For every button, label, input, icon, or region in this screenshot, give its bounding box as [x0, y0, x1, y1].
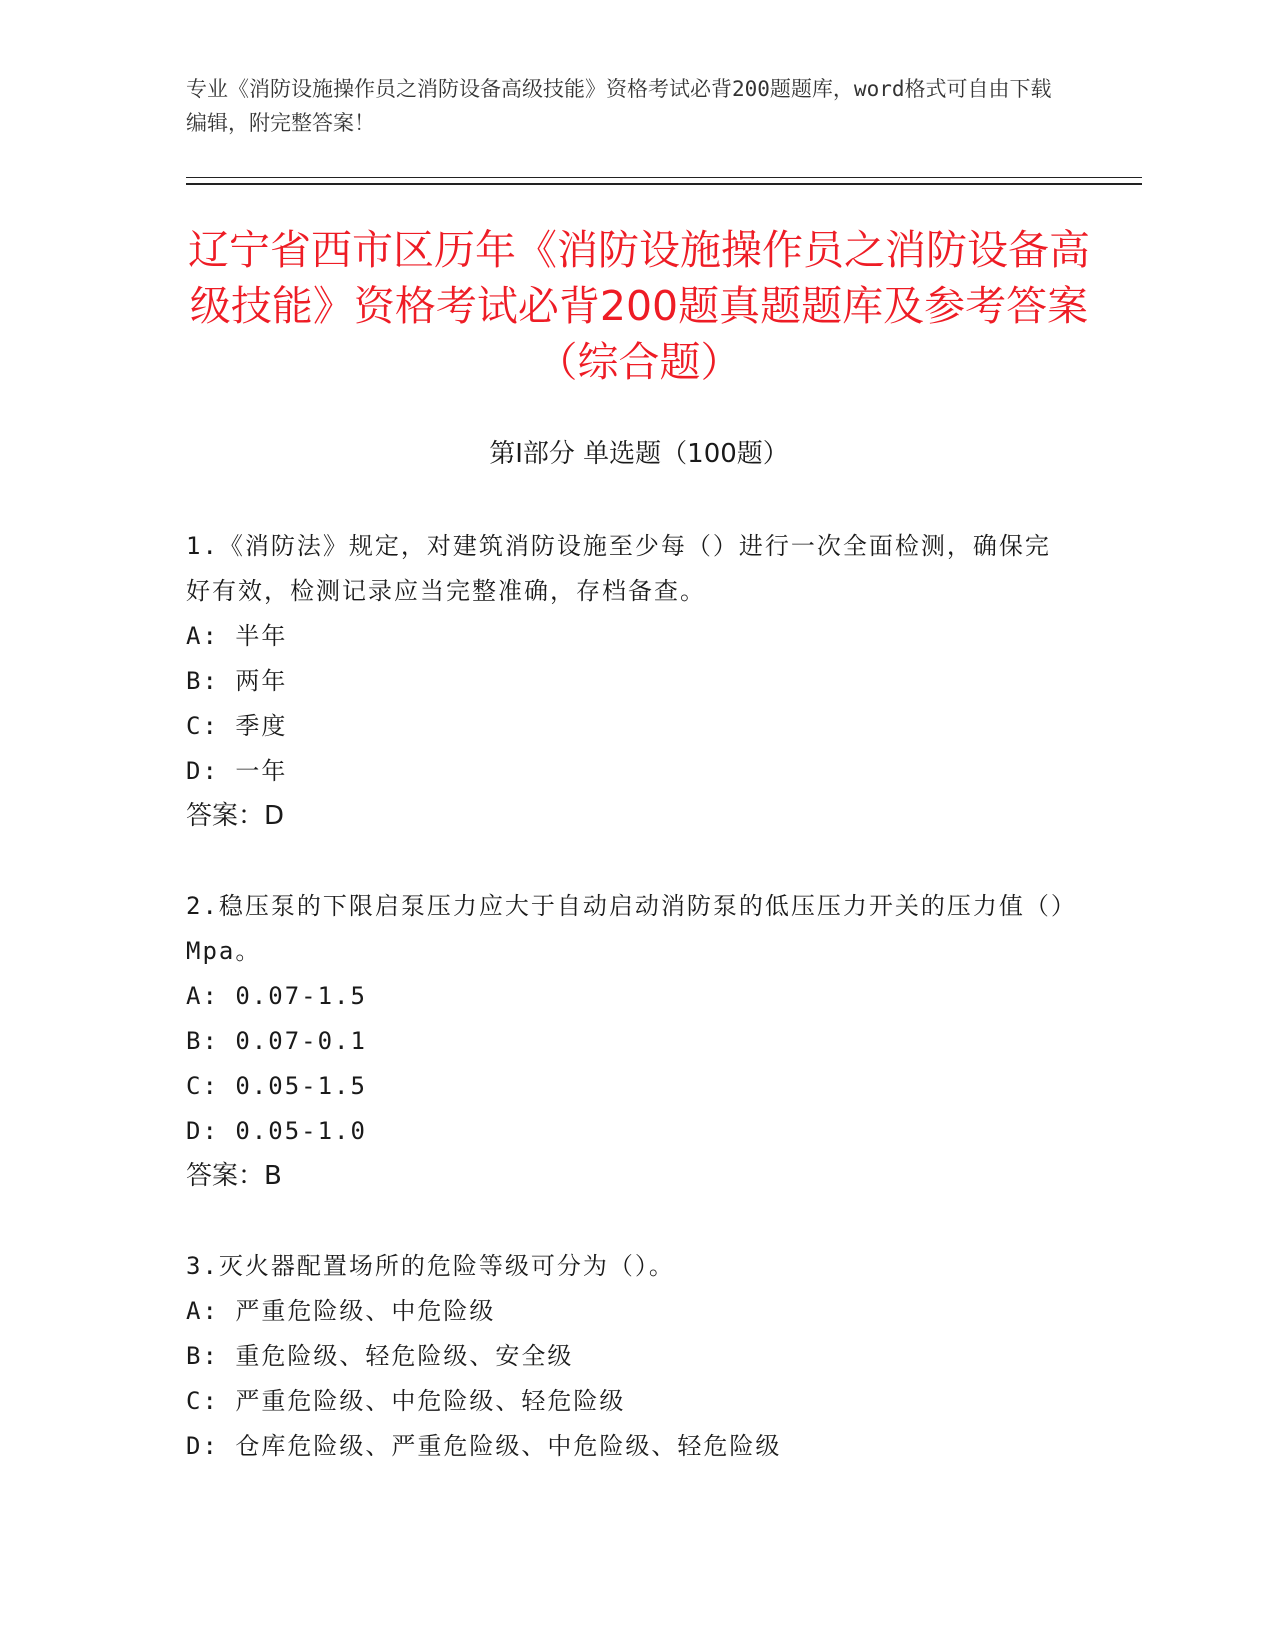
section-heading: 第I部分 单选题（100题） [489, 439, 789, 469]
question-3 [186, 1244, 1066, 1469]
answer: 答案：D [186, 801, 285, 831]
header-note: 专业《消防设施操作员之消防设备高级技能》资格考试必背200题题库，word格式可自由下载编辑，附完整答案！ [186, 77, 1052, 135]
option-b: B: 0.07-0.1 [186, 1027, 367, 1055]
question-stem: 2.稳压泵的下限启泵压力应大于自动启动消防泵的低压压力开关的压力值（）Mpa。 [186, 892, 1065, 965]
option-d: D: 0.05-1.0 [186, 1117, 367, 1145]
document-title: 辽宁省西市区历年《消防设施操作员之消防设备高级技能》资格考试必背200题真题题库及参考答案（综合题） [188, 226, 1090, 386]
option-d: D: 一年 [186, 757, 288, 785]
option-a: A: 严重危险级、中危险级 [186, 1297, 496, 1325]
question-2 [186, 884, 1066, 1199]
header-divider-thin [186, 177, 1142, 178]
option-c: C: 0.05-1.5 [186, 1072, 367, 1100]
header-divider-thick [186, 183, 1142, 185]
option-b: B: 两年 [186, 667, 288, 695]
option-a: A: 0.07-1.5 [186, 982, 367, 1010]
option-d: D: 仓库危险级、严重危险级、中危险级、轻危险级 [186, 1432, 782, 1460]
option-c: C: 严重危险级、中危险级、轻危险级 [186, 1387, 626, 1415]
question-stem: 3.灭火器配置场所的危险等级可分为（）。 [186, 1252, 675, 1280]
question-1 [186, 524, 1066, 839]
option-a: A: 半年 [186, 622, 288, 650]
answer: 答案：B [186, 1161, 282, 1191]
option-c: C: 季度 [186, 712, 288, 740]
question-stem: 1.《消防法》规定，对建筑消防设施至少每（）进行一次全面检测，确保完好有效，检测记录应当完整准确，存档备查。 [186, 532, 1051, 605]
option-b: B: 重危险级、轻危险级、安全级 [186, 1342, 574, 1370]
